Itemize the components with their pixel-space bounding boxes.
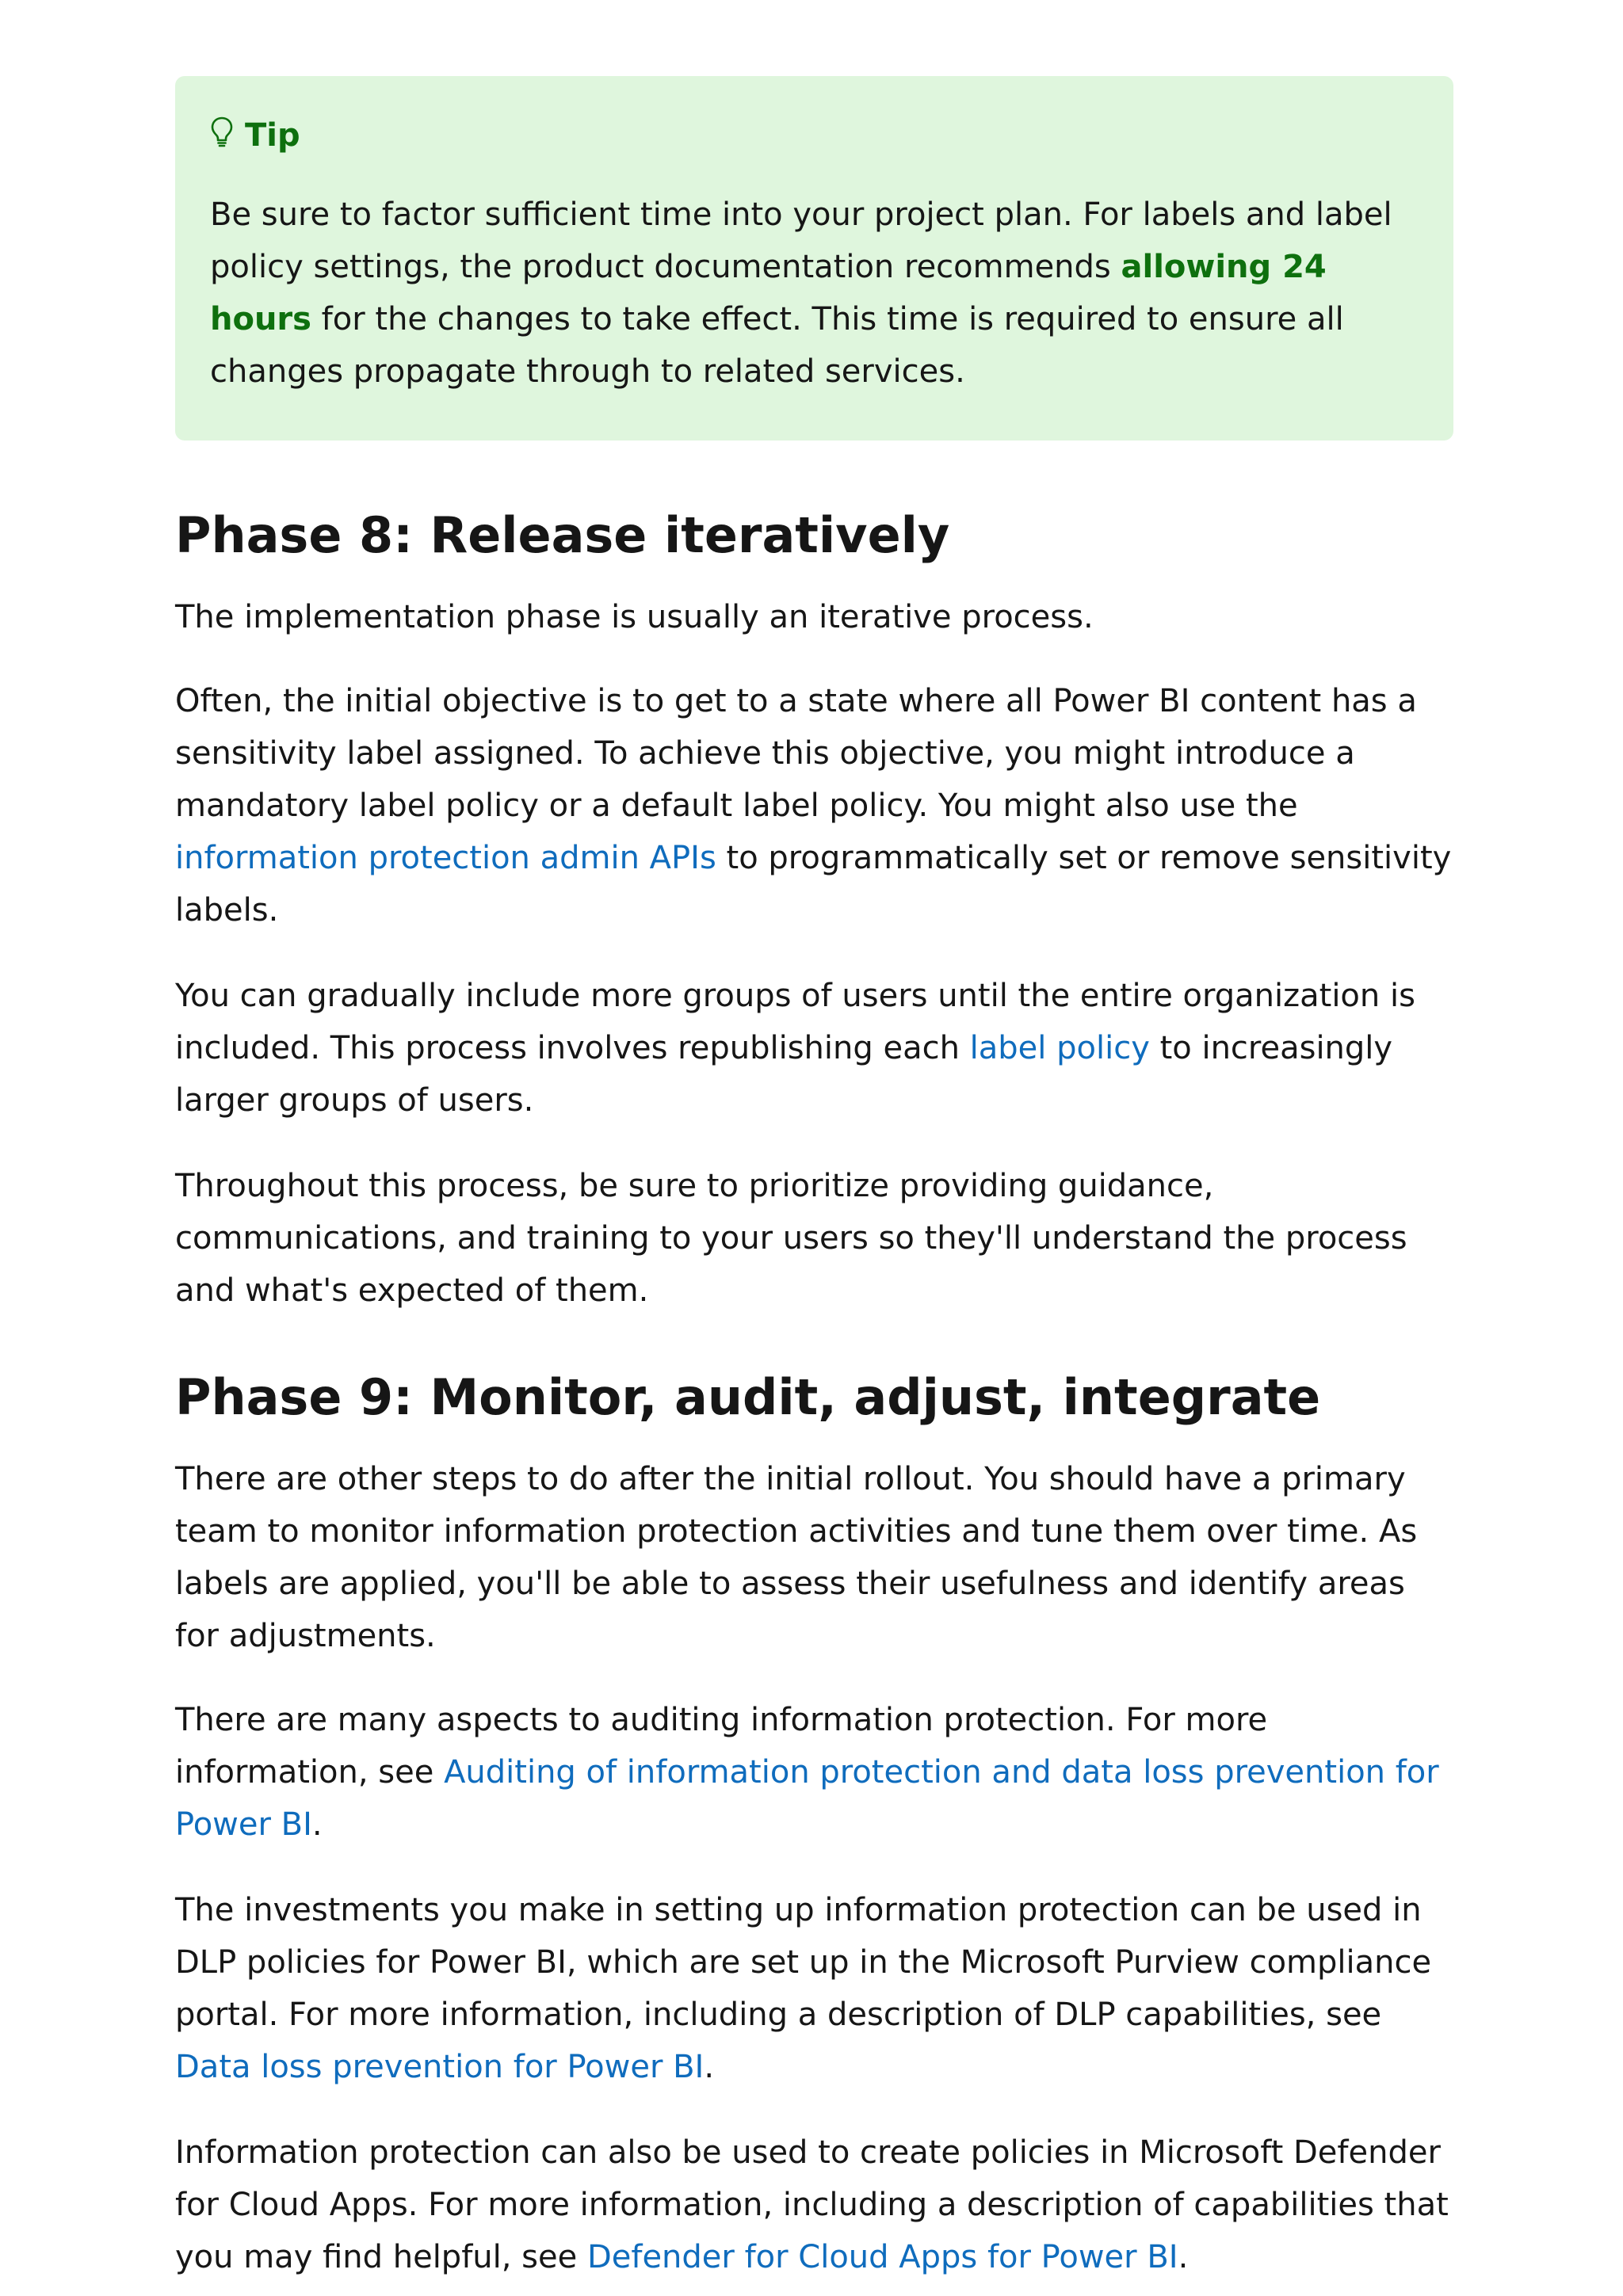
phase-9-paragraph-2 (175, 1694, 1453, 1851)
tip-text-1: Be sure to factor sufficient time into your project plan. For labels and label policy settings, the product documentation recommends (210, 196, 1392, 285)
phase-8-paragraph-1: The implementation phase is usually an iterative process. (175, 599, 1094, 635)
phase-8-heading: Phase 8: Release iteratively (175, 506, 950, 564)
phase-8-paragraph-3-text-b: to increasingly larger groups of users. (175, 1030, 1393, 1119)
tip-header (210, 114, 1419, 157)
tip-label: Tip (245, 117, 300, 154)
phase-9-paragraph-1: There are other steps to do after the initial rollout. You should have a primary team to monitor information protection activities and tune them over time. As labels are applied, you'll be able to assess their usefulness and identify areas for adjustments. (175, 1461, 1418, 1654)
phase-9-paragraph-2-text-b: . (311, 1806, 323, 1843)
defender-for-cloud-apps-link[interactable]: Defender for Cloud Apps for Power BI (586, 2239, 1178, 2275)
phase-9-paragraph-4 (175, 2126, 1453, 2283)
information-protection-admin-apis-link[interactable]: information protection admin APIs (175, 840, 716, 876)
lightbulb-icon (210, 116, 245, 155)
data-loss-prevention-link[interactable]: Data loss prevention for Power BI (175, 2049, 705, 2085)
phase-9-paragraph-4-text-b: . (1178, 2239, 1189, 2275)
phase-9-paragraph-3-text-b: . (704, 2049, 715, 2085)
phase-8-paragraph-3-text-a: You can gradually include more groups of users until the entire organization is included. This process involves republishing each (175, 978, 1415, 1066)
auditing-information-protection-link[interactable]: Auditing of information protection and data loss prevention for Power BI (175, 1754, 1439, 1843)
phase-8-paragraph-2-text-a: Often, the initial objective is to get to a state where all Power BI content has a sensitivity label assigned. To achieve this objective, you might introduce a mandatory label policy or a default label policy. You might also use the (175, 683, 1417, 824)
phase-9-paragraph-3 (175, 1884, 1453, 2093)
article-content (175, 76, 1453, 2283)
phase-8-paragraph-3 (175, 970, 1453, 1127)
tip-emphasis: allowing 24 hours (210, 249, 1327, 338)
phase-9-heading: Phase 9: Monitor, audit, adjust, integrate (175, 1368, 1321, 1426)
tip-callout (175, 76, 1453, 441)
phase-8-paragraph-2 (175, 675, 1453, 936)
phase-8-paragraph-2-text-b: to programmatically set or remove sensitivity labels. (175, 840, 1452, 929)
tip-text-2: for the changes to take effect. This time is required to ensure all changes propagate through to related services. (210, 301, 1344, 390)
label-policy-link[interactable]: label policy (969, 1030, 1150, 1066)
phase-9-paragraph-4-text-a: Information protection can also be used to create policies in Microsoft Defender for Cloud Apps. For more information, including a description of capabilities that you may find helpful, see (175, 2134, 1449, 2275)
phase-9-paragraph-3-text-a: The investments you make in setting up information protection can be used in DLP policies for Power BI, which are set up in the Microsoft Purview compliance portal. For more information, including a description of DLP capabilities, see (175, 1892, 1432, 2033)
tip-body (210, 189, 1419, 398)
phase-9-paragraph-2-text-a: There are many aspects to auditing information protection. For more information, see (175, 1702, 1268, 1791)
phase-8-paragraph-4: Throughout this process, be sure to prioritize providing guidance, communications, and training to your users so they'll understand the process and what's expected of them. (175, 1168, 1407, 1309)
